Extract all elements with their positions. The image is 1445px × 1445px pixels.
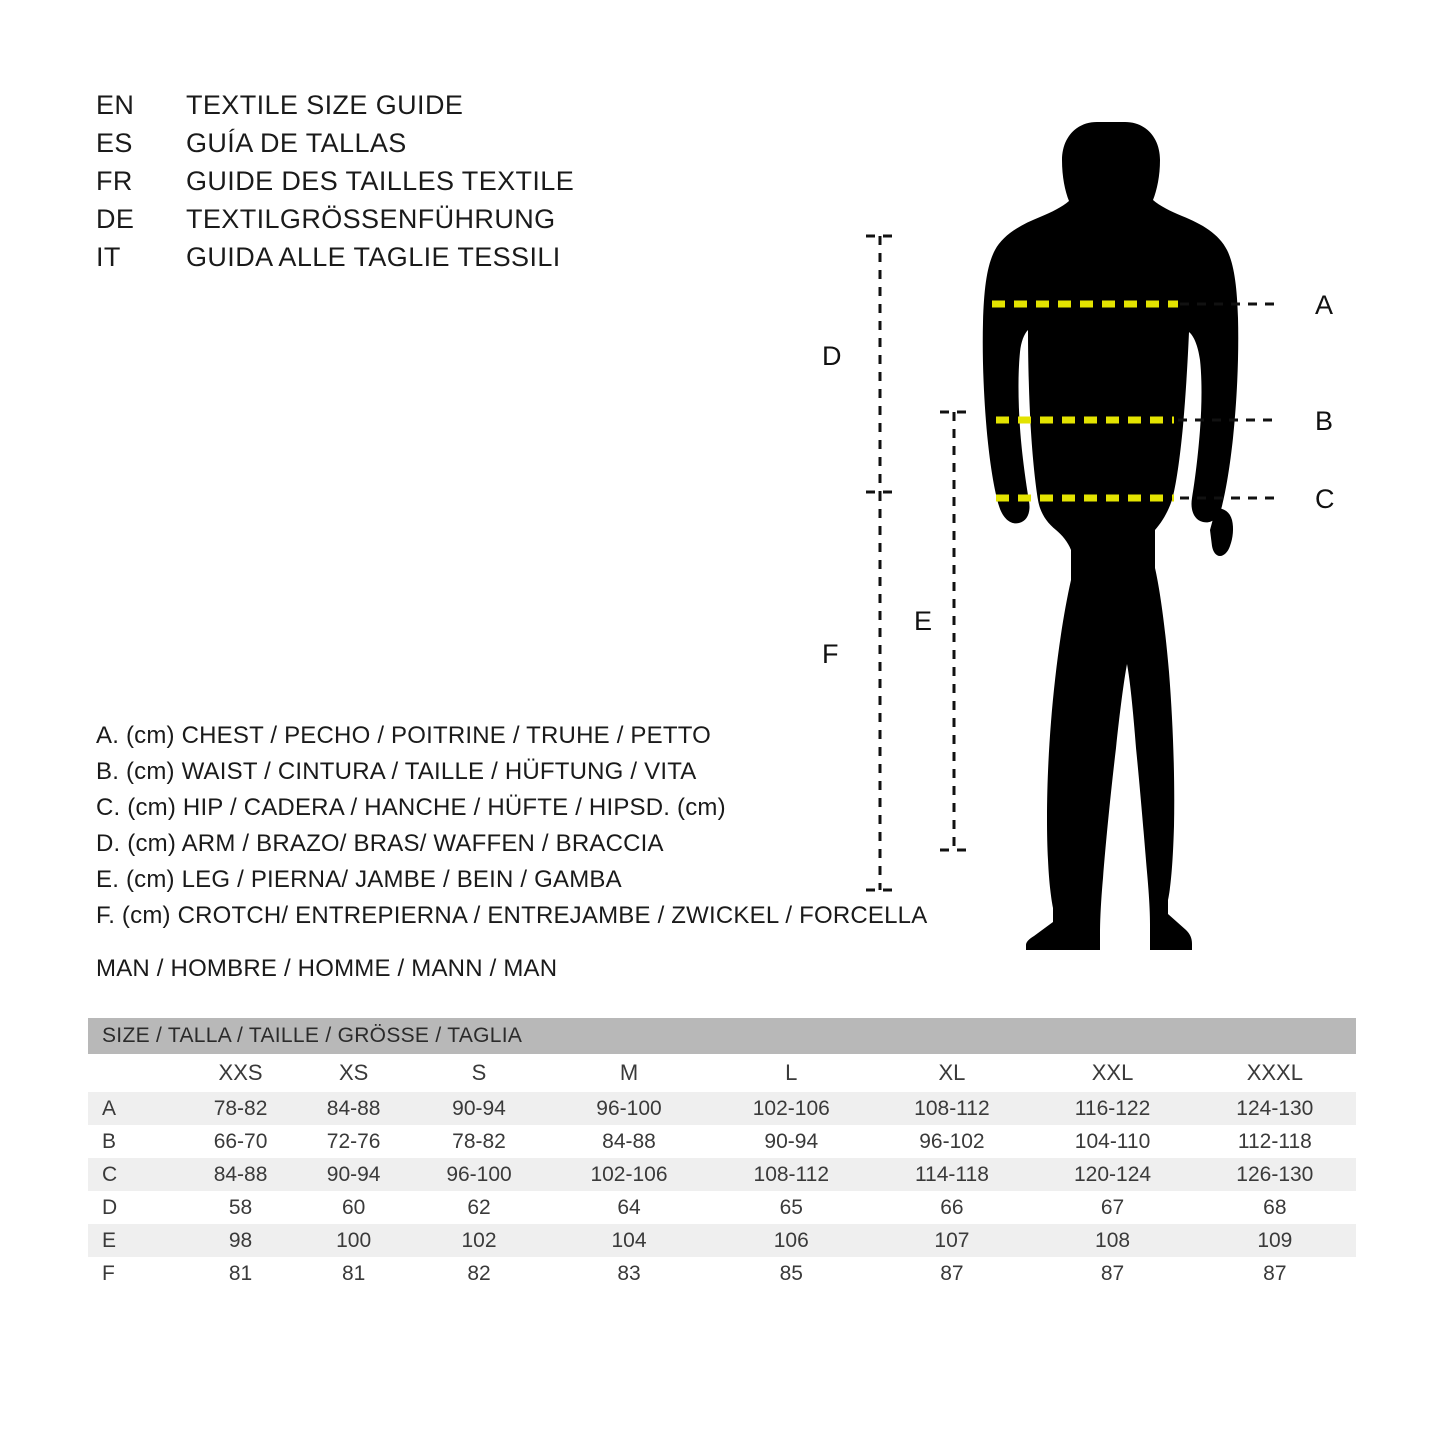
title-row-fr	[96, 166, 574, 204]
cell-c-xxxl: 126-130	[1194, 1158, 1356, 1191]
table-row-key-a: A	[88, 1092, 184, 1125]
cell-e-xs: 100	[297, 1224, 410, 1257]
cell-f-xxl: 87	[1031, 1257, 1193, 1290]
cell-b-l: 90-94	[710, 1125, 872, 1158]
title-label-fr: GUIDE DES TAILLES TEXTILE	[186, 166, 575, 196]
bracket-d	[866, 236, 894, 492]
title-lang-en: EN	[96, 90, 135, 120]
legend-item-a: A. (cm) CHEST / PECHO / POITRINE / TRUHE / PETTO	[96, 722, 712, 749]
table-col-header-m: M	[548, 1054, 710, 1092]
table-row	[88, 1092, 1356, 1125]
cell-e-s: 102	[410, 1224, 548, 1257]
cell-d-s: 62	[410, 1191, 548, 1224]
title-lang-es: ES	[96, 128, 133, 158]
cell-f-m: 83	[548, 1257, 710, 1290]
legend-item-f: F. (cm) CROTCH/ ENTREPIERNA / ENTREJAMBE / ZWICKEL / FORCELLA	[96, 902, 928, 929]
cell-a-m: 96-100	[548, 1092, 710, 1125]
legend-item-b: B. (cm) WAIST / CINTURA / TAILLE / HÜFTUNG / VITA	[96, 758, 697, 785]
cell-e-xxs: 98	[184, 1224, 297, 1257]
cell-e-l: 106	[710, 1224, 872, 1257]
cell-b-xxl: 104-110	[1031, 1125, 1193, 1158]
cell-a-s: 90-94	[410, 1092, 548, 1125]
title-label-en: TEXTILE SIZE GUIDE	[186, 90, 464, 120]
table-corner-cell	[88, 1054, 184, 1092]
size-table	[88, 1018, 1356, 1290]
table-col-header-s: S	[410, 1054, 548, 1092]
table-col-header-xxs: XXS	[184, 1054, 297, 1092]
cell-c-xl: 114-118	[872, 1158, 1031, 1191]
cell-a-l: 102-106	[710, 1092, 872, 1125]
table-col-header-l: L	[710, 1054, 872, 1092]
title-row-en	[96, 90, 574, 128]
cell-c-s: 96-100	[410, 1158, 548, 1191]
cell-a-xl: 108-112	[872, 1092, 1031, 1125]
marker-label-a: A	[1315, 290, 1334, 320]
title-row-de	[96, 204, 574, 242]
marker-label-d: D	[822, 341, 842, 371]
cell-b-xl: 96-102	[872, 1125, 1031, 1158]
bracket-f	[866, 492, 894, 890]
title-row-es	[96, 128, 574, 166]
cell-d-xxl: 67	[1031, 1191, 1193, 1224]
table-row	[88, 1191, 1356, 1224]
cell-e-xxxl: 109	[1194, 1224, 1356, 1257]
cell-d-m: 64	[548, 1191, 710, 1224]
cell-b-s: 78-82	[410, 1125, 548, 1158]
cell-c-xxl: 120-124	[1031, 1158, 1193, 1191]
table-row-key-f: F	[88, 1257, 184, 1290]
table-band-title-row	[88, 1018, 1356, 1054]
cell-f-xxs: 81	[184, 1257, 297, 1290]
marker-label-f: F	[822, 639, 839, 669]
table-row-key-c: C	[88, 1158, 184, 1191]
cell-b-xxxl: 112-118	[1194, 1125, 1356, 1158]
table-row	[88, 1257, 1356, 1290]
title-label-de: TEXTILGRÖSSENFÜHRUNG	[186, 204, 556, 234]
dimension-brackets	[866, 236, 968, 890]
title-lang-fr: FR	[96, 166, 133, 196]
bracket-e	[940, 412, 968, 850]
cell-e-xxl: 108	[1031, 1224, 1193, 1257]
cell-c-l: 108-112	[710, 1158, 872, 1191]
title-block	[96, 90, 574, 280]
table-row	[88, 1125, 1356, 1158]
cell-d-xxs: 58	[184, 1191, 297, 1224]
table-row-key-d: D	[88, 1191, 184, 1224]
title-lang-de: DE	[96, 204, 135, 234]
cell-e-xl: 107	[872, 1224, 1031, 1257]
cell-d-xl: 66	[872, 1191, 1031, 1224]
cell-d-l: 65	[710, 1191, 872, 1224]
table-band-title: SIZE / TALLA / TAILLE / GRÖSSE / TAGLIA	[88, 1018, 1356, 1054]
title-lang-it: IT	[96, 242, 121, 272]
cell-a-xs: 84-88	[297, 1092, 410, 1125]
table-col-header-xxl: XXL	[1031, 1054, 1193, 1092]
legend-item-c: C. (cm) HIP / CADERA / HANCHE / HÜFTE / HIPSD. (cm)	[96, 794, 726, 821]
cell-a-xxl: 116-122	[1031, 1092, 1193, 1125]
table-row	[88, 1158, 1356, 1191]
table-col-header-xs: XS	[297, 1054, 410, 1092]
cell-f-xl: 87	[872, 1257, 1031, 1290]
gender-label: MAN / HOMBRE / HOMME / MANN / MAN	[96, 955, 558, 982]
cell-f-s: 82	[410, 1257, 548, 1290]
cell-d-xs: 60	[297, 1191, 410, 1224]
cell-b-xxs: 66-70	[184, 1125, 297, 1158]
table-row	[88, 1224, 1356, 1257]
title-row-it	[96, 242, 574, 280]
table-col-header-xxxl: XXXL	[1194, 1054, 1356, 1092]
table-row-key-e: E	[88, 1224, 184, 1257]
cell-d-xxxl: 68	[1194, 1191, 1356, 1224]
cell-b-m: 84-88	[548, 1125, 710, 1158]
table-header-row	[88, 1054, 1356, 1092]
cell-c-xs: 90-94	[297, 1158, 410, 1191]
cell-b-xs: 72-76	[297, 1125, 410, 1158]
cell-c-m: 102-106	[548, 1158, 710, 1191]
man-silhouette	[983, 122, 1239, 950]
cell-a-xxs: 78-82	[184, 1092, 297, 1125]
title-label-it: GUIDA ALLE TAGLIE TESSILI	[186, 242, 561, 272]
table-col-header-xl: XL	[872, 1054, 1031, 1092]
legend-item-e: E. (cm) LEG / PIERNA/ JAMBE / BEIN / GAMBA	[96, 866, 622, 893]
marker-label-b: B	[1315, 406, 1334, 436]
legend-item-d: D. (cm) ARM / BRAZO/ BRAS/ WAFFEN / BRACCIA	[96, 830, 664, 857]
marker-label-c: C	[1315, 484, 1335, 514]
cell-e-m: 104	[548, 1224, 710, 1257]
table-row-key-b: B	[88, 1125, 184, 1158]
marker-label-e: E	[914, 606, 933, 636]
cell-c-xxs: 84-88	[184, 1158, 297, 1191]
body-measurement-diagram	[800, 60, 1400, 950]
cell-f-xxxl: 87	[1194, 1257, 1356, 1290]
cell-a-xxxl: 124-130	[1194, 1092, 1356, 1125]
cell-f-l: 85	[710, 1257, 872, 1290]
title-label-es: GUÍA DE TALLAS	[186, 128, 407, 158]
cell-f-xs: 81	[297, 1257, 410, 1290]
